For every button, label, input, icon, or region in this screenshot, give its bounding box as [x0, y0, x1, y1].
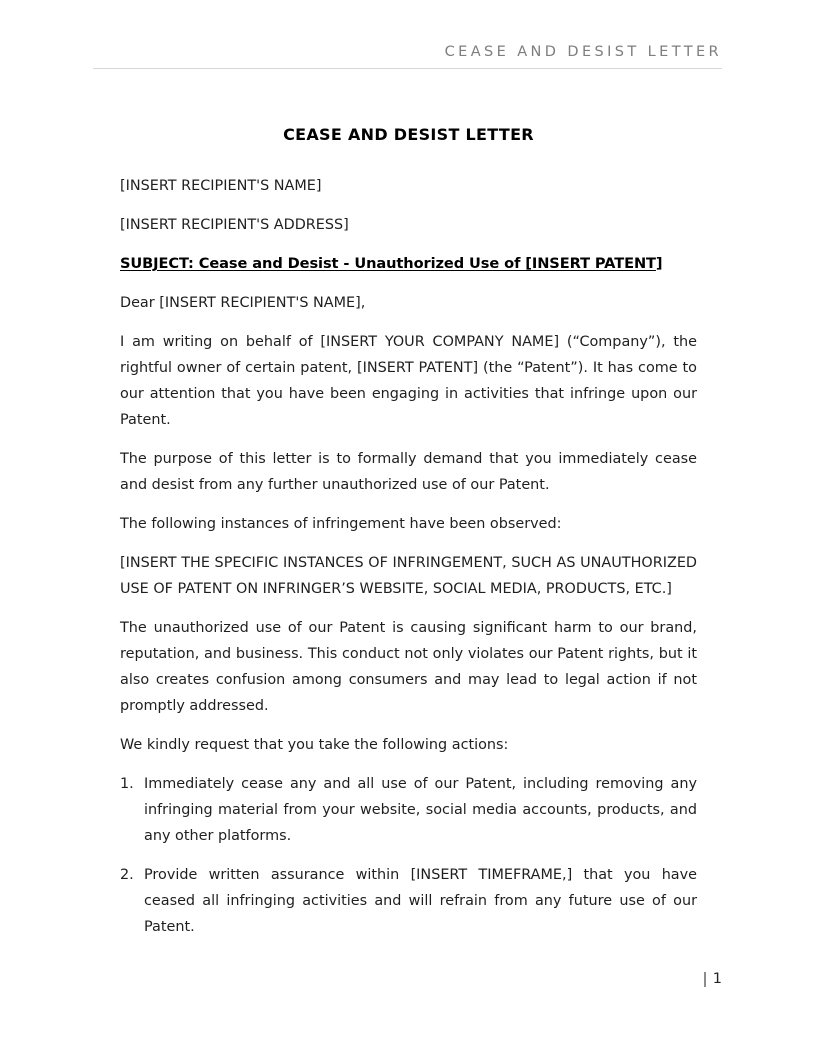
- body-paragraph: The unauthorized use of our Patent is causing significant harm to our brand, reputation, and business. This conduct not only violates our Patent rights, but it also creates confusion among consumers and may lead to legal action if not promptly addressed.: [120, 620, 697, 714]
- list-item: Provide written assurance within [INSERT TIMEFRAME,] that you have ceased all infringing activities and will refrain from any future use of our Patent.: [144, 867, 697, 935]
- recipient-name-placeholder: [INSERT RECIPIENT'S NAME]: [120, 178, 322, 194]
- document-body: [120, 124, 697, 953]
- page-footer: [93, 970, 722, 988]
- body-paragraph: [INSERT THE SPECIFIC INSTANCES OF INFRINGEMENT, SUCH AS UNAUTHORIZED USE OF PATENT ON INFRINGER’S WEBSITE, SOCIAL MEDIA, PRODUCTS, ETC.]: [120, 555, 697, 597]
- header-divider: [93, 68, 722, 69]
- requested-actions-list: [120, 771, 697, 940]
- subject-line: [120, 251, 697, 277]
- body-paragraph: We kindly request that you take the following actions:: [120, 737, 509, 753]
- running-header: [93, 42, 722, 69]
- page-title: CEASE AND DESIST LETTER: [283, 125, 534, 144]
- body-paragraph: I am writing on behalf of [INSERT YOUR COMPANY NAME] (“Company”), the rightful owner of certain patent, [INSERT PATENT] (the “Patent”). It has come to our attention that you have been engaging in activities that infringe upon our Patent.: [120, 334, 697, 428]
- running-header-title: CEASE AND DESIST LETTER: [444, 44, 722, 60]
- subject-line-trailing: ]: [655, 255, 663, 272]
- recipient-address-placeholder: [INSERT RECIPIENT'S ADDRESS]: [120, 217, 349, 233]
- list-item: Immediately cease any and all use of our Patent, including removing any infringing material from your website, social media accounts, products, and any other platforms.: [144, 776, 697, 844]
- subject-line-underlined: SUBJECT: Cease and Desist - Unauthorized Use of [INSERT PATENT: [120, 255, 656, 272]
- footer-separator-icon: [704, 972, 706, 987]
- body-paragraph: The purpose of this letter is to formally demand that you immediately cease and desist from any further unauthorized use of our Patent.: [120, 451, 697, 493]
- body-paragraph: The following instances of infringement have been observed:: [120, 516, 562, 532]
- footer-page-number: 1: [712, 971, 722, 987]
- salutation: Dear [INSERT RECIPIENT'S NAME],: [120, 295, 366, 311]
